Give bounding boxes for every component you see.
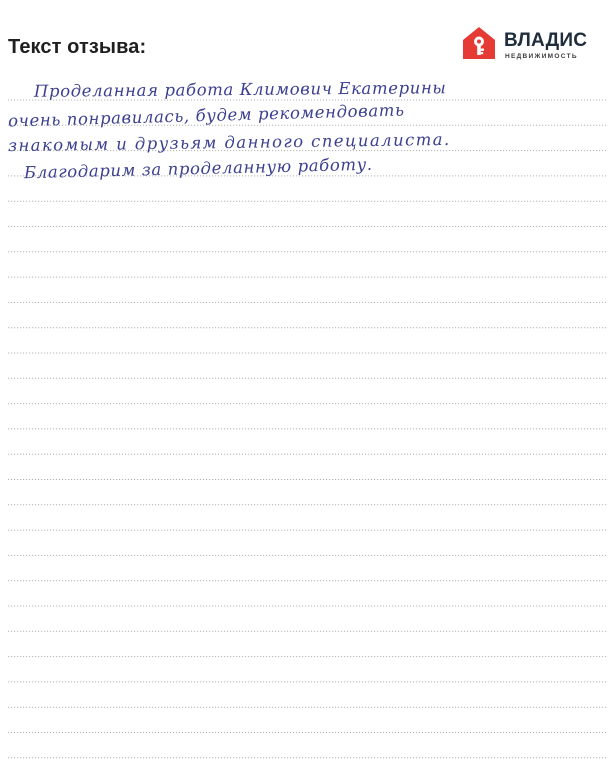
handwritten-review — [0, 0, 616, 260]
logo-subtitle: НЕДВИЖИМОСТЬ — [505, 53, 578, 60]
review-line: Благодарим за проделанную работу. — [23, 154, 373, 183]
review-line: очень понравилась, будем рекомендовать — [7, 100, 405, 131]
review-line: знакомым и друзьям данного специалиста. — [7, 129, 451, 156]
page-title: Текст отзыва: — [8, 36, 147, 58]
review-line: Проделанная работа Климович Екатерины — [33, 78, 447, 101]
logo-name: ВЛАДИС — [504, 30, 588, 51]
